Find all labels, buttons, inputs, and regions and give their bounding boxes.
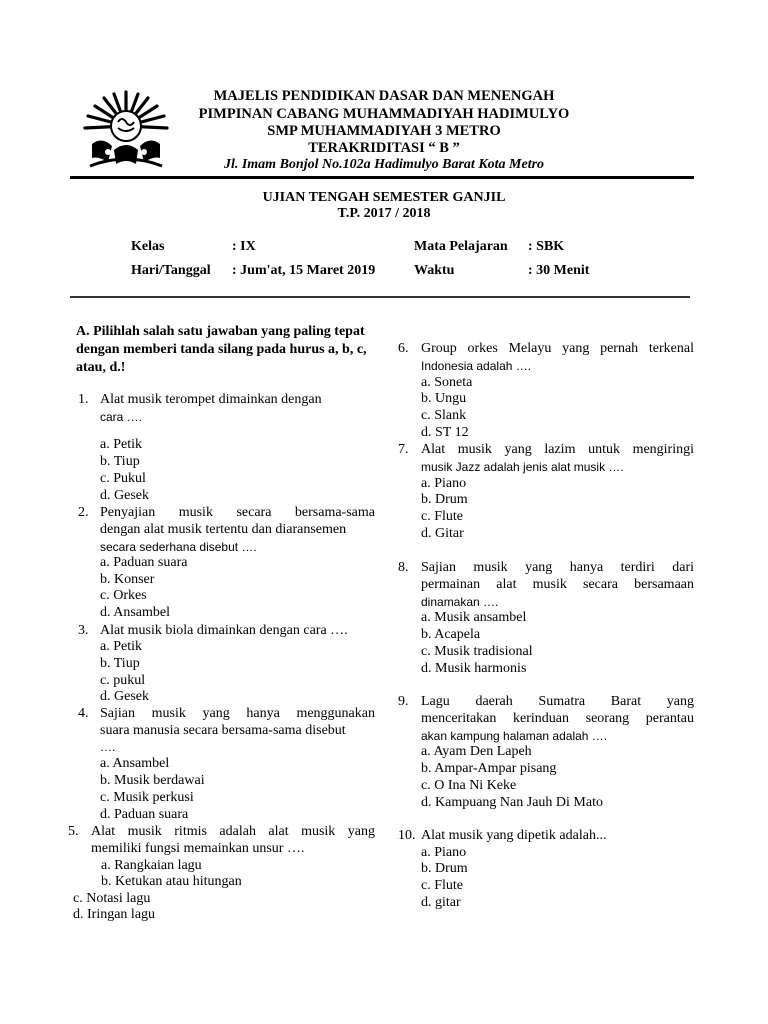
q7-text: musik Jazz adalah jenis alat musik …. bbox=[421, 460, 624, 474]
q4-text: suara manusia secara bersama-sama disebut bbox=[100, 723, 346, 738]
q10-option-d[interactable]: d. gitar bbox=[421, 895, 461, 910]
header-line-1: MAJELIS PENDIDIKAN DASAR DAN MENENGAH bbox=[213, 88, 555, 104]
q6-option-b[interactable]: b. Ungu bbox=[421, 391, 467, 406]
q1-option-a[interactable]: a. Petik bbox=[100, 437, 142, 452]
q1-text: Alat musik terompet dimainkan dengan bbox=[100, 392, 322, 407]
q6-text: Group orkes Melayu yang pernah terkenal bbox=[421, 341, 694, 356]
q9-text: akan kampung halaman adalah …. bbox=[421, 729, 608, 743]
q9-option-a[interactable]: a. Ayam Den Lapeh bbox=[421, 744, 532, 759]
q1-option-d[interactable]: d. Gesek bbox=[100, 488, 149, 503]
hari-value: : Jum'at, 15 Maret 2019 bbox=[232, 263, 376, 278]
kelas-value: : IX bbox=[232, 239, 256, 254]
q3-option-d[interactable]: d. Gesek bbox=[100, 689, 149, 704]
exam-title: UJIAN TENGAH SEMESTER GANJIL bbox=[262, 190, 506, 205]
q7-text: Alat musik yang lazim untuk mengiringi bbox=[421, 442, 694, 457]
q2-text: secara sederhana disebut …. bbox=[100, 540, 257, 554]
q10-number: 10. bbox=[398, 828, 416, 843]
q8-text: dinamakan …. bbox=[421, 595, 499, 609]
q1-option-c[interactable]: c. Pukul bbox=[100, 471, 146, 486]
q4-text: …. bbox=[100, 740, 116, 754]
q1-option-b[interactable]: b. Tiup bbox=[100, 454, 140, 469]
school-address: Jl. Imam Bonjol No.102a Hadimulyo Barat Kota Metro bbox=[223, 157, 545, 172]
q7-option-d[interactable]: d. Gitar bbox=[421, 526, 464, 541]
q8-text: permainan alat musik secara bersamaan bbox=[421, 577, 694, 592]
q9-option-d[interactable]: d. Kampuang Nan Jauh Di Mato bbox=[421, 795, 603, 810]
q5-option-b[interactable]: b. Ketukan atau hitungan bbox=[101, 874, 242, 889]
header-line-3: SMP MUHAMMADIYAH 3 METRO bbox=[267, 123, 501, 139]
q3-option-c[interactable]: c. pukul bbox=[100, 673, 146, 688]
q6-option-a[interactable]: a. Soneta bbox=[421, 375, 473, 390]
q2-option-d[interactable]: d. Ansambel bbox=[100, 605, 170, 620]
q3-number: 3. bbox=[78, 623, 89, 638]
q3-text: Alat musik biola dimainkan dengan cara …. bbox=[100, 623, 348, 638]
q2-option-b[interactable]: b. Konser bbox=[100, 572, 155, 587]
q9-option-b[interactable]: b. Ampar-Ampar pisang bbox=[421, 761, 557, 776]
q4-option-d[interactable]: d. Paduan suara bbox=[100, 807, 189, 822]
q10-text: Alat musik yang dipetik adalah... bbox=[421, 828, 607, 843]
q7-option-c[interactable]: c. Flute bbox=[421, 509, 463, 524]
q4-option-b[interactable]: b. Musik berdawai bbox=[100, 773, 205, 788]
q2-option-c[interactable]: c. Orkes bbox=[100, 588, 147, 603]
instruction: A. Pilihlah salah satu jawaban yang paling tepat dengan memberi tanda silang pada hurus a, b, c, atau, d.! bbox=[76, 324, 367, 375]
hari-label: Hari/Tanggal bbox=[131, 263, 211, 278]
q7-option-b[interactable]: b. Drum bbox=[421, 492, 468, 507]
q8-number: 8. bbox=[398, 560, 409, 575]
q5-number: 5. bbox=[68, 824, 79, 839]
header-line-4: TERAKRIDITASI “ B ” bbox=[308, 140, 460, 156]
q5-option-d[interactable]: d. Iringan lagu bbox=[73, 907, 156, 922]
q5-option-c[interactable]: c. Notasi lagu bbox=[73, 891, 151, 906]
q9-text: menceritakan kerinduan seorang perantau bbox=[421, 711, 694, 726]
q6-text: Indonesia adalah …. bbox=[421, 359, 532, 373]
q2-text: dengan alat musik tertentu dan diaransemen bbox=[100, 522, 347, 537]
q4-number: 4. bbox=[78, 706, 89, 721]
header-divider bbox=[70, 176, 694, 179]
q8-option-d[interactable]: d. Musik harmonis bbox=[421, 661, 527, 676]
kelas-label: Kelas bbox=[131, 239, 165, 254]
q8-option-a[interactable]: a. Musik ansambel bbox=[421, 610, 527, 625]
q9-text: Lagu daerah Sumatra Barat yang bbox=[421, 694, 694, 709]
exam-year: T.P. 2017 / 2018 bbox=[337, 206, 431, 221]
q4-option-c[interactable]: c. Musik perkusi bbox=[100, 790, 194, 805]
q8-option-c[interactable]: c. Musik tradisional bbox=[421, 644, 533, 659]
q8-option-b[interactable]: b. Acapela bbox=[421, 627, 481, 642]
q10-option-b[interactable]: b. Drum bbox=[421, 861, 468, 876]
q2-number: 2. bbox=[78, 505, 89, 520]
q6-option-c[interactable]: c. Slank bbox=[421, 408, 467, 423]
q2-option-a[interactable]: a. Paduan suara bbox=[100, 555, 188, 570]
q4-option-a[interactable]: a. Ansambel bbox=[100, 756, 170, 771]
q10-option-c[interactable]: c. Flute bbox=[421, 878, 463, 893]
q2-text: Penyajian musik secara bersama-sama bbox=[100, 505, 375, 520]
waktu-value: : 30 Menit bbox=[528, 263, 590, 278]
q4-text: Sajian musik yang hanya menggunakan bbox=[100, 706, 375, 721]
q5-text: Alat musik ritmis adalah alat musik yang bbox=[91, 824, 375, 839]
q9-number: 9. bbox=[398, 694, 409, 709]
waktu-label: Waktu bbox=[414, 263, 455, 278]
mapel-value: : SBK bbox=[528, 239, 565, 254]
header-line-2: PIMPINAN CABANG MUHAMMADIYAH HADIMULYO bbox=[198, 106, 570, 122]
q5-option-a[interactable]: a. Rangkaian lagu bbox=[101, 858, 202, 873]
q9-option-c[interactable]: c. O Ina Ni Keke bbox=[421, 778, 517, 793]
mapel-label: Mata Pelajaran bbox=[414, 239, 508, 254]
q10-option-a[interactable]: a. Piano bbox=[421, 845, 467, 860]
q7-option-a[interactable]: a. Piano bbox=[421, 476, 467, 491]
q5-text: memiliki fungsi memainkan unsur …. bbox=[91, 841, 305, 856]
q8-text: Sajian musik yang hanya terdiri dari bbox=[421, 560, 694, 575]
q7-number: 7. bbox=[398, 442, 409, 457]
meta-divider bbox=[70, 296, 690, 298]
q3-option-b[interactable]: b. Tiup bbox=[100, 656, 140, 671]
q3-option-a[interactable]: a. Petik bbox=[100, 639, 142, 654]
q1-text: cara …. bbox=[100, 410, 143, 424]
q6-option-d[interactable]: d. ST 12 bbox=[421, 425, 469, 440]
q1-number: 1. bbox=[78, 392, 89, 407]
q6-number: 6. bbox=[398, 341, 409, 356]
